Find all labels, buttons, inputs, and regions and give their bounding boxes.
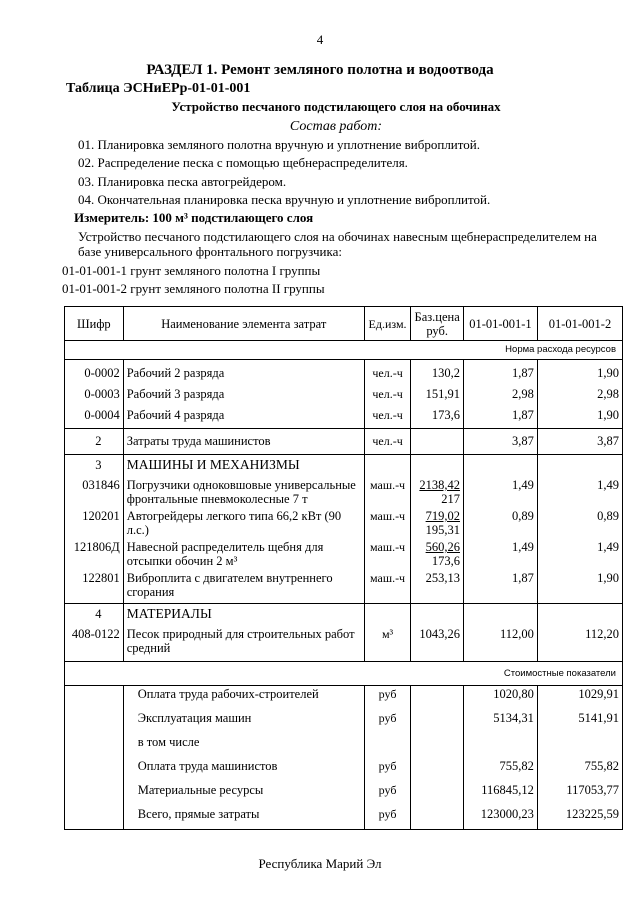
table-header [65, 307, 623, 341]
cell-value-1: 1,87 [463, 569, 537, 604]
summary-value-1: 5134,31 [463, 710, 537, 734]
price-value: 560,26 [425, 540, 460, 554]
summary-value-1: 116845,12 [463, 782, 537, 806]
summary-value-1: 123000,23 [463, 806, 537, 830]
cell-value-1: 112,00 [463, 623, 537, 662]
cell-value-2: 1,49 [537, 538, 622, 569]
operation-item: 03. Планировка песка автогрейдером. [78, 174, 287, 189]
cell-value-1: 3,87 [463, 429, 537, 455]
cell-value-2: 1,90 [537, 360, 622, 383]
cell-name: Рабочий 2 разряда [123, 360, 364, 383]
price-value: 2138,42 [419, 478, 460, 492]
summary-value-1: 755,82 [463, 758, 537, 782]
composition-heading: Состав работ: [289, 119, 383, 134]
group-row [65, 455, 623, 475]
price-machinist: 173,6 [431, 554, 460, 568]
summary-unit: руб [364, 806, 411, 830]
cell-value-2: 1,90 [537, 403, 622, 429]
table-row [65, 382, 623, 403]
cell-price: 151,91 [411, 382, 464, 403]
table-row [65, 403, 623, 429]
summary-row [65, 686, 623, 710]
summary-unit: руб [364, 686, 411, 710]
group-code: 4 [65, 604, 124, 624]
table-row [65, 538, 623, 569]
cell-name: Автогрейдеры легкого типа 66,2 кВт (90 л.с.) [123, 507, 364, 538]
cell-price: 253,13 [411, 569, 464, 604]
cell-name: Погрузчики одноковшовые универсальные фронтальные пневмоколесные 7 т [123, 474, 364, 507]
cell-value-2: 1,49 [537, 474, 622, 507]
summary-unit [364, 734, 411, 758]
summary-unit: руб [364, 710, 411, 734]
price-machinist: 217 [441, 492, 460, 506]
group-row [65, 604, 623, 624]
summary-row [65, 710, 623, 734]
norm-label-row [65, 341, 623, 360]
cell-unit: маш.-ч [364, 474, 411, 507]
cell-name: Рабочий 3 разряда [123, 382, 364, 403]
description-line: Устройство песчаного подстилающего слоя на обочинах навесным щебнераспределителем на [78, 229, 597, 244]
cell-value-2: 1,90 [537, 569, 622, 604]
cell-price: 1043,26 [411, 623, 464, 662]
summary-name: Оплата труда машинистов [123, 758, 364, 782]
summary-name: Всего, прямые затраты [123, 806, 364, 830]
summary-value-2 [537, 734, 622, 758]
cell-name: Виброплита с двигателем внутреннего сгорания [123, 569, 364, 604]
cell-code: 408-0122 [65, 623, 124, 662]
cell-unit: чел.-ч [364, 403, 411, 429]
header-price-line2: руб. [426, 323, 448, 338]
section-title: РАЗДЕЛ 1. Ремонт земляного полотна и водоотвода [146, 62, 494, 78]
cell-value-2: 3,87 [537, 429, 622, 455]
header-code: Шифр [65, 307, 124, 341]
header-col2: 01-01-001-2 [537, 307, 622, 341]
cell-unit: чел.-ч [364, 429, 411, 455]
resource-table [64, 306, 623, 830]
cell-name: Песок природный для строительных работ средний [123, 623, 364, 662]
summary-value-2: 5141,91 [537, 710, 622, 734]
cell-value-1: 1,49 [463, 538, 537, 569]
group-title: МАТЕРИАЛЫ [123, 604, 364, 624]
summary-name: в том числе [123, 734, 364, 758]
page-number: 4 [316, 32, 324, 47]
cost-label-row [65, 662, 623, 686]
group-title: МАШИНЫ И МЕХАНИЗМЫ [123, 455, 364, 475]
cell-price [411, 538, 464, 569]
cell-unit: маш.-ч [364, 538, 411, 569]
cell-price: 173,6 [411, 403, 464, 429]
operation-item: 04. Окончательная планировка песка вручную и уплотнение виброплитой. [78, 192, 491, 207]
table-row [65, 474, 623, 507]
summary-value-2: 755,82 [537, 758, 622, 782]
cell-unit: маш.-ч [364, 507, 411, 538]
summary-row [65, 734, 623, 758]
summary-name: Материальные ресурсы [123, 782, 364, 806]
cell-value-2: 112,20 [537, 623, 622, 662]
cell-price [411, 507, 464, 538]
cell-value-1: 0,89 [463, 507, 537, 538]
header-name: Наименование элемента затрат [123, 307, 364, 341]
table-row [65, 623, 623, 662]
table-row [65, 429, 623, 455]
cell-value-2: 2,98 [537, 382, 622, 403]
norm-label: Норма расхода ресурсов [65, 341, 623, 360]
cell-code: 0-0003 [65, 382, 124, 403]
cell-price: 130,2 [411, 360, 464, 383]
header-price-line1: Баз.цена [414, 309, 460, 324]
summary-value-2: 123225,59 [537, 806, 622, 830]
summary-value-2: 117053,77 [537, 782, 622, 806]
header-unit: Ед.изм. [364, 307, 411, 341]
table-row [65, 360, 623, 383]
cell-name: Навесной распределитель щебня для отсыпки обочин 2 м³ [123, 538, 364, 569]
cell-code: 120201 [65, 507, 124, 538]
cell-value-1: 1,87 [463, 403, 537, 429]
cell-code: 121806Д [65, 538, 124, 569]
code-line: 01-01-001-2 грунт земляного полотна II группы [62, 281, 325, 296]
group-code: 3 [65, 455, 124, 475]
cell-unit: чел.-ч [364, 382, 411, 403]
cell-name: Рабочий 4 разряда [123, 403, 364, 429]
cell-code: 122801 [65, 569, 124, 604]
price-machinist: 195,31 [425, 523, 460, 537]
cell-code: 031846 [65, 474, 124, 507]
summary-row [65, 758, 623, 782]
cell-price [411, 474, 464, 507]
description-line: базе универсального фронтального погрузчика: [78, 244, 342, 259]
summary-value-1 [463, 734, 537, 758]
summary-value-1: 1020,80 [463, 686, 537, 710]
summary-name: Эксплуатация машин [123, 710, 364, 734]
table-caption: Устройство песчаного подстилающего слоя на обочинах [171, 99, 501, 114]
summary-unit: руб [364, 782, 411, 806]
cell-value-2: 0,89 [537, 507, 622, 538]
cell-unit: чел.-ч [364, 360, 411, 383]
cell-code: 0-0002 [65, 360, 124, 383]
cell-price [411, 429, 464, 455]
measure-unit: Измеритель: 100 м³ подстилающего слоя [74, 210, 314, 225]
footer-region: Республика Марий Эл [258, 856, 382, 871]
cell-unit: м³ [364, 623, 411, 662]
summary-unit: руб [364, 758, 411, 782]
operation-item: 01. Планировка земляного полотна вручную и уплотнение виброплитой. [78, 137, 480, 152]
summary-row [65, 806, 623, 830]
operation-item: 02. Распределение песка с помощью щебнераспределителя. [78, 155, 408, 170]
cell-value-1: 1,49 [463, 474, 537, 507]
summary-name: Оплата труда рабочих-строителей [123, 686, 364, 710]
table-row [65, 507, 623, 538]
table-row [65, 569, 623, 604]
cell-code: 2 [65, 429, 124, 455]
cell-value-1: 1,87 [463, 360, 537, 383]
cost-label: Стоимостные показатели [65, 662, 623, 686]
cell-name: Затраты труда машинистов [123, 429, 364, 455]
table-id: Таблица ЭСНиЕРр-01-01-001 [66, 81, 251, 96]
summary-row [65, 782, 623, 806]
cell-code: 0-0004 [65, 403, 124, 429]
cell-value-1: 2,98 [463, 382, 537, 403]
header-col1: 01-01-001-1 [463, 307, 537, 341]
summary-value-2: 1029,91 [537, 686, 622, 710]
code-line: 01-01-001-1 грунт земляного полотна I группы [62, 263, 321, 278]
cell-unit: маш.-ч [364, 569, 411, 604]
price-value: 719,02 [425, 509, 460, 523]
header-price [411, 307, 464, 341]
